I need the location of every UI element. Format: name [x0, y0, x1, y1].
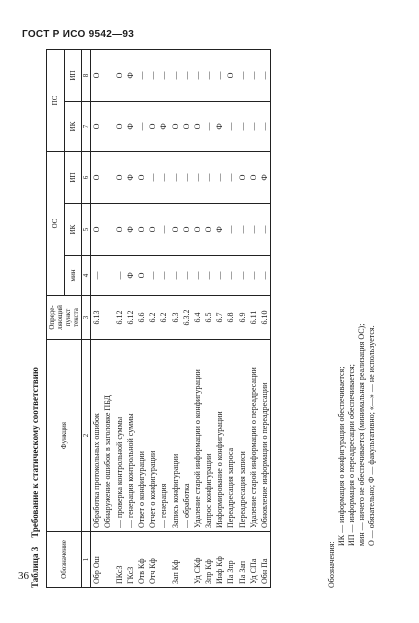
cell-os-min: — — [147, 256, 158, 296]
row-function: — проверка контрольной суммы — [114, 340, 125, 532]
cell-ps-ik: Ф — [214, 101, 225, 151]
cell-os-min: — — [214, 256, 225, 296]
cell-os-ik: О — [192, 204, 203, 256]
cell-os-ip: О — [136, 151, 147, 203]
cell-os-ip: — — [192, 151, 203, 203]
row-designation — [102, 532, 113, 588]
cell-os-min: — — [203, 256, 214, 296]
cell-os-ik — [102, 204, 113, 256]
table-row — [181, 49, 192, 587]
cell-ps-ip: О — [225, 49, 236, 101]
cell-ps-ik: — — [259, 101, 271, 151]
cell-ps-ip: — — [158, 49, 169, 101]
cell-ps-ip: — — [170, 49, 181, 101]
row-designation: Отв Кф — [136, 532, 147, 588]
row-function: Ответ о конфигурации — [136, 340, 147, 532]
cell-ps-ik — [102, 101, 113, 151]
col-number: 4 — [82, 256, 91, 296]
cell-ps-ik: О — [181, 101, 192, 151]
cell-os-ip: О — [248, 151, 259, 203]
row-function: Обнаружение ошибок в заголовке ПБД — [102, 340, 113, 532]
table-row — [203, 49, 214, 587]
row-clause: 6.3 — [170, 296, 181, 340]
cell-os-ik: Ф — [125, 204, 136, 256]
table-row — [214, 49, 225, 587]
legend — [327, 48, 377, 588]
cell-os-ik: — — [259, 204, 271, 256]
table-row — [136, 49, 147, 587]
legend-line: О — обязательно; Ф — факультативно; «—» — не используется. — [367, 325, 376, 546]
row-function: Обработка протокольных ошибок — [91, 340, 103, 532]
cell-os-ik: — — [248, 204, 259, 256]
col-number: 5 — [82, 204, 91, 256]
legend-line: ИК — информация о конфигурации обеспечивается; — [337, 366, 346, 546]
cell-ps-ik: — — [203, 101, 214, 151]
conformance-table — [46, 49, 271, 588]
row-clause: 6.12 — [114, 296, 125, 340]
row-function: Переадресация запроса — [225, 340, 236, 532]
table-row — [114, 49, 125, 587]
row-designation: Зпр Кф — [203, 532, 214, 588]
row-function: Удаление старой информации о переадресации — [248, 340, 259, 532]
legend-title: Обозначения: — [327, 541, 336, 588]
cell-ps-ip: — — [147, 49, 158, 101]
row-designation: Па Зпр — [225, 532, 236, 588]
row-designation: ГКсЗ — [125, 532, 136, 588]
cell-os-ip: — — [158, 151, 169, 203]
cell-ps-ik: О — [192, 101, 203, 151]
row-designation: Обн Па — [259, 532, 271, 588]
cell-os-min — [102, 256, 113, 296]
document-header: ГОСТ Р ИСО 9542—93 — [22, 29, 135, 40]
row-clause — [102, 296, 113, 340]
cell-os-min: — — [158, 256, 169, 296]
row-clause: 6.2 — [158, 296, 169, 340]
cell-os-ip: О — [91, 151, 103, 203]
cell-os-ip — [102, 151, 113, 203]
col-header-os-ik: ИК — [64, 204, 82, 256]
row-clause: 6.9 — [237, 296, 248, 340]
cell-ps-ik: О — [114, 101, 125, 151]
table-title: Требование к статическому соответствию — [30, 367, 40, 538]
cell-ps-ip: Ф — [125, 49, 136, 101]
cell-os-ik: О — [91, 204, 103, 256]
row-clause: 6.8 — [225, 296, 236, 340]
table-row — [225, 49, 236, 587]
cell-os-min: — — [114, 256, 125, 296]
cell-os-ik: О — [114, 204, 125, 256]
table-row — [259, 49, 271, 587]
cell-os-min: — — [248, 256, 259, 296]
col-header-os: ОС — [47, 151, 65, 295]
table-label: Таблица 3 — [30, 546, 40, 588]
row-designation: Зап Кф — [170, 532, 181, 588]
cell-ps-ik: О — [91, 101, 103, 151]
col-header-os-ip: ИП — [64, 151, 82, 203]
cell-ps-ip: О — [114, 49, 125, 101]
cell-os-ip: О — [114, 151, 125, 203]
cell-os-ik: О — [181, 204, 192, 256]
cell-os-min: — — [259, 256, 271, 296]
cell-os-ip: — — [214, 151, 225, 203]
col-header-designation: Обозначение — [47, 532, 82, 588]
col-header-ps-ip: ИП — [64, 49, 82, 101]
cell-os-ip: Ф — [259, 151, 271, 203]
table-row — [91, 49, 103, 587]
cell-ps-ik: О — [147, 101, 158, 151]
cell-os-min: — — [237, 256, 248, 296]
col-number: 3 — [82, 296, 91, 340]
cell-ps-ik: О — [170, 101, 181, 151]
col-header-ps: ПС — [47, 49, 65, 151]
row-designation: ПКсЗ — [114, 532, 125, 588]
cell-ps-ik: — — [225, 101, 236, 151]
row-function: Информирование о конфигурации — [214, 340, 225, 532]
cell-ps-ip: — — [203, 49, 214, 101]
cell-os-min: Ф — [125, 256, 136, 296]
row-designation: Инф Кф — [214, 532, 225, 588]
col-header-ps-ik: ИК — [64, 101, 82, 151]
cell-os-ik: — — [225, 204, 236, 256]
table-row — [147, 49, 158, 587]
table-caption — [30, 48, 44, 588]
row-clause: 6.3.2 — [181, 296, 192, 340]
row-function: Удаление старой информации о конфигурации — [192, 340, 203, 532]
col-number: 6 — [82, 151, 91, 203]
cell-os-min: — — [170, 256, 181, 296]
row-designation — [181, 532, 192, 588]
cell-os-ik: О — [170, 204, 181, 256]
cell-os-ik: О — [136, 204, 147, 256]
cell-os-ip: — — [225, 151, 236, 203]
row-function: Запись конфигурации — [170, 340, 181, 532]
page-number: 36 — [18, 570, 29, 582]
cell-os-ik: О — [147, 204, 158, 256]
row-designation: Уд СПа — [248, 532, 259, 588]
row-clause: 6.4 — [192, 296, 203, 340]
cell-os-min: — — [192, 256, 203, 296]
cell-os-ip: Ф — [125, 151, 136, 203]
col-number: 7 — [82, 101, 91, 151]
table-row — [237, 49, 248, 587]
row-designation: Па Зап — [237, 532, 248, 588]
cell-os-ip: — — [147, 151, 158, 203]
cell-os-ik: — — [158, 204, 169, 256]
cell-ps-ip: — — [192, 49, 203, 101]
row-function: — генерация — [158, 340, 169, 532]
cell-os-min: — — [225, 256, 236, 296]
rotated-table-area — [30, 48, 390, 588]
row-function: Обновление информации о переадресации — [259, 340, 271, 532]
cell-ps-ik: Ф — [125, 101, 136, 151]
col-number: 2 — [82, 340, 91, 532]
table-row — [158, 49, 169, 587]
row-designation: Отч Кф — [147, 532, 158, 588]
row-function: Запрос конфигурации — [203, 340, 214, 532]
cell-os-ip: — — [181, 151, 192, 203]
cell-ps-ip — [102, 49, 113, 101]
row-clause: 6.5 — [203, 296, 214, 340]
row-function: Отчет о конфигурации — [147, 340, 158, 532]
table-row — [102, 49, 113, 587]
cell-os-min: — — [181, 256, 192, 296]
cell-os-min: О — [136, 256, 147, 296]
cell-ps-ip: — — [248, 49, 259, 101]
cell-os-ik: О — [203, 204, 214, 256]
row-function: — генерация контрольной суммы — [125, 340, 136, 532]
col-number: 1 — [82, 532, 91, 588]
row-clause: 6.10 — [259, 296, 271, 340]
cell-ps-ip: — — [214, 49, 225, 101]
row-function: Переадресация записи — [237, 340, 248, 532]
row-designation: Обр Ош — [91, 532, 103, 588]
legend-line: мин — ничего не обеспечивается (минимальная реализация ОС); — [357, 323, 366, 546]
cell-os-ip: — — [203, 151, 214, 203]
row-clause: 6.11 — [248, 296, 259, 340]
row-function: — обработка — [181, 340, 192, 532]
col-header-clause: Опреде-ляющий пункт текста — [47, 296, 82, 340]
cell-ps-ip: О — [91, 49, 103, 101]
row-clause: 6.12 — [125, 296, 136, 340]
col-number: 8 — [82, 49, 91, 101]
cell-os-ip: — — [170, 151, 181, 203]
cell-ps-ip: — — [259, 49, 271, 101]
col-header-os-min: мин — [64, 256, 82, 296]
table-row — [170, 49, 181, 587]
col-header-function: Функция — [47, 340, 82, 532]
cell-ps-ik: — — [136, 101, 147, 151]
row-clause: 6.7 — [214, 296, 225, 340]
cell-ps-ik: — — [248, 101, 259, 151]
cell-ps-ip: — — [136, 49, 147, 101]
cell-ps-ik: — — [237, 101, 248, 151]
cell-os-ip: О — [237, 151, 248, 203]
cell-os-ik: — — [237, 204, 248, 256]
cell-ps-ip: — — [237, 49, 248, 101]
table-row — [125, 49, 136, 587]
row-designation — [158, 532, 169, 588]
table-row — [192, 49, 203, 587]
cell-os-min: — — [91, 256, 103, 296]
cell-ps-ip: — — [181, 49, 192, 101]
table-row — [248, 49, 259, 587]
cell-ps-ik: Ф — [158, 101, 169, 151]
row-clause: 6.2 — [147, 296, 158, 340]
cell-os-ik: Ф — [214, 204, 225, 256]
legend-line: ИП — информация о переадресации обеспечивается; — [347, 364, 356, 546]
row-clause: 6.6 — [136, 296, 147, 340]
row-designation: Уд СКф — [192, 532, 203, 588]
row-clause: 6.13 — [91, 296, 103, 340]
